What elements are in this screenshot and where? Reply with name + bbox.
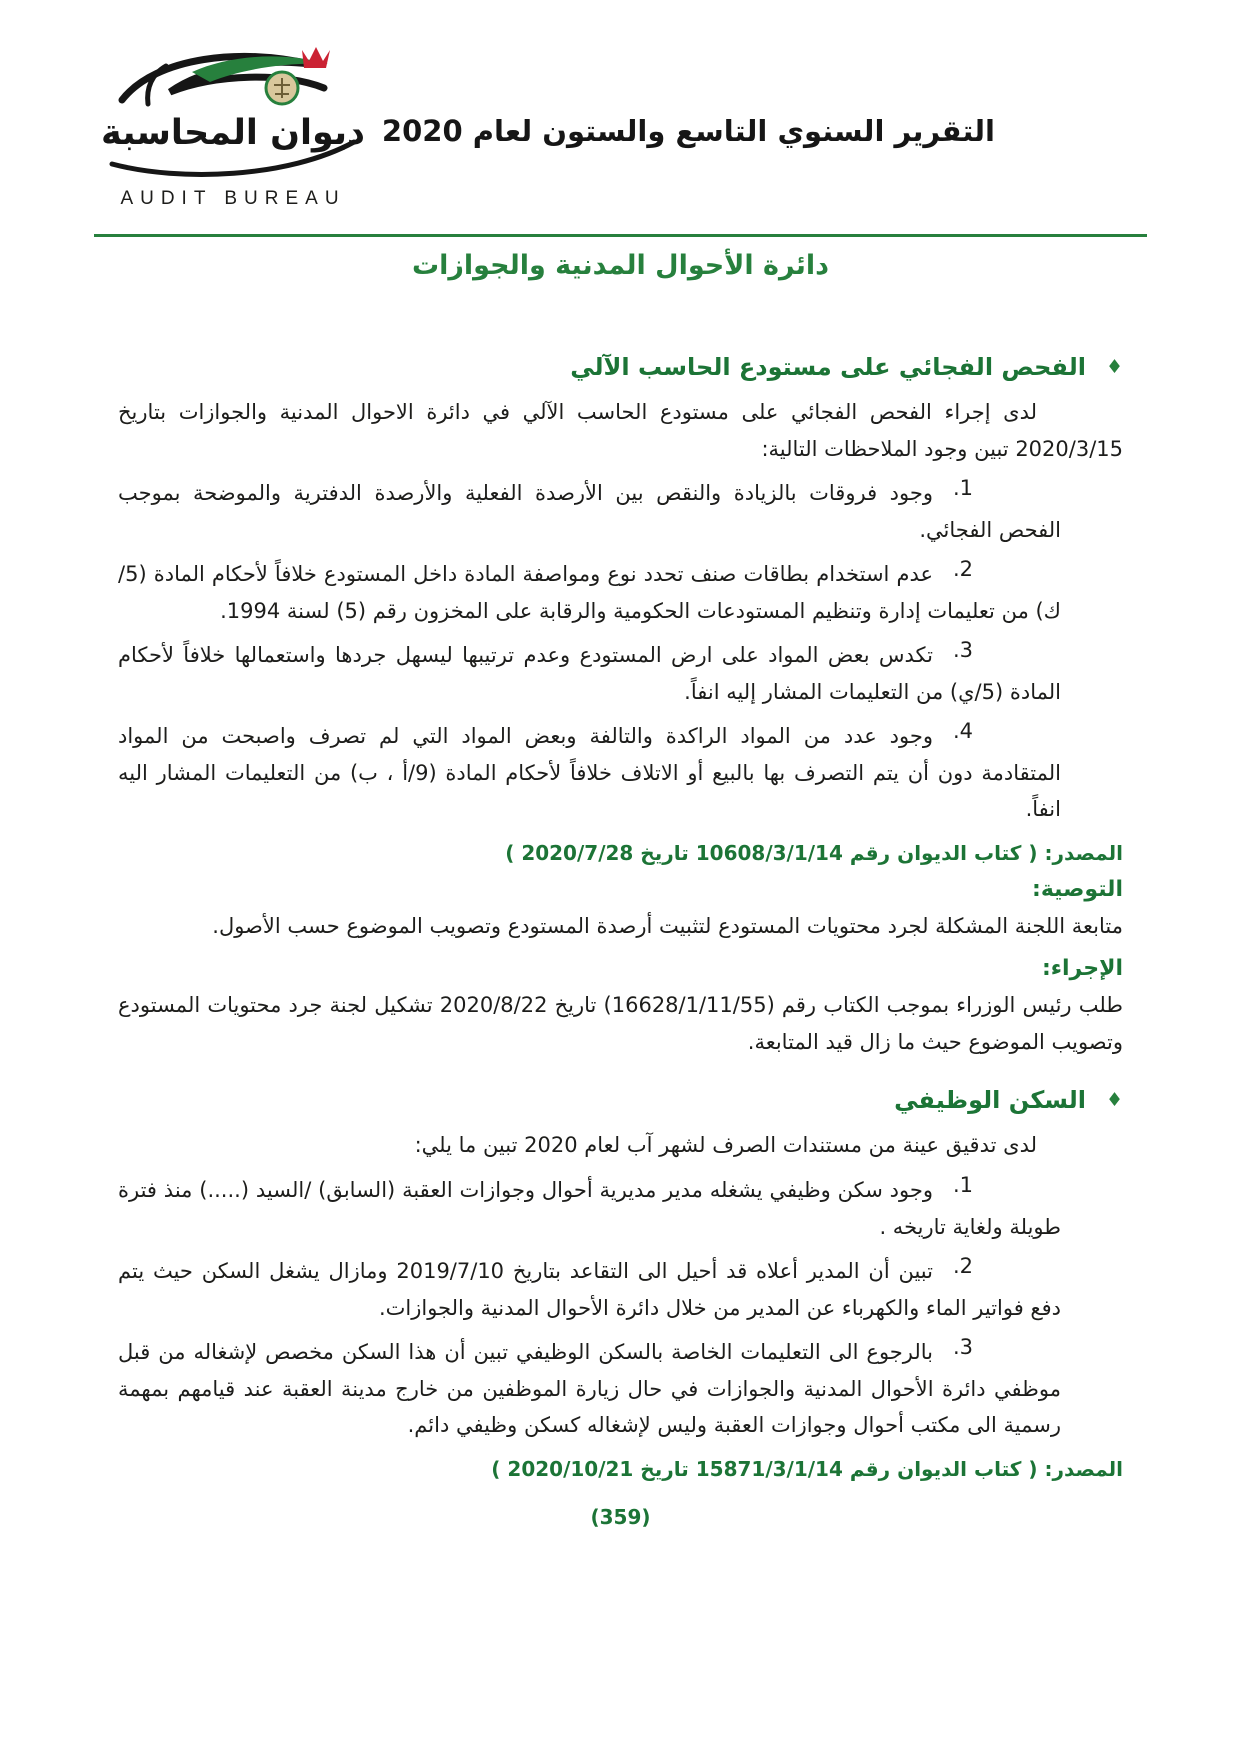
item-number: 4. — [952, 719, 973, 744]
item-number: 1. — [952, 1172, 973, 1197]
list-item — [118, 637, 1123, 710]
logo-arabic-name: ديوان المحاسبة — [100, 113, 366, 153]
list-item — [118, 556, 1123, 629]
header-divider — [94, 234, 1147, 237]
item-text: بالرجوع الى التعليمات الخاصة بالسكن الوظيفي تبين أن هذا السكن مخصص لإشغاله من قبل موظفي دائرة الأحوال المدنية والجوازات في حال زيارة الموظفين من خارج مدينة العقبة عند قيامهم بمهمة رسمية الى مكتب أحوال وجوازات العقبة وليس لإشغاله كسكن وظيفي دائم. — [118, 1340, 1061, 1438]
item-text: تبين أن المدير أعلاه قد أحيل الى التقاعد بتاريخ 2019/7/10 ومازال يشغل السكن حيث يتم دفع فواتير الماء والكهرباء عن المدير من خلال دائرة الأحوال المدنية والجوازات. — [118, 1259, 1061, 1320]
audit-bureau-calligraphy-icon — [96, 44, 370, 186]
observations-list — [118, 1172, 1123, 1444]
item-number: 3. — [952, 1335, 973, 1360]
action-text: طلب رئيس الوزراء بموجب الكتاب رقم (16628/1/11/55) تاريخ 2020/8/22 تشكيل لجنة جرد محتويات المستودع وتصويب الموضوع حيث ما زال قيد المتابعة. — [118, 993, 1123, 1054]
audit-bureau-logo — [96, 44, 370, 210]
diamond-bullet-icon: ♦ — [1105, 1088, 1123, 1111]
section-staff-housing — [118, 1086, 1123, 1480]
red-crown-icon — [302, 47, 330, 68]
item-number: 2. — [952, 557, 973, 582]
page-header — [100, 42, 1123, 234]
section-title: الفحص الفجائي على مستودع الحاسب الآلي — [570, 353, 1086, 381]
item-text: وجود عدد من المواد الراكدة والتالفة وبعض المواد التي لم تصرف واصبحت من المواد المتقادمة دون أن يتم التصرف بها بالبيع أو الاتلاف خلافاً لأحكام المادة (9/أ ، ب) من التعليمات المشار اليه انفاً. — [118, 724, 1061, 822]
section-surprise-inspection — [118, 353, 1123, 1060]
action-label: الإجراء: — [1041, 956, 1123, 982]
annual-report-title: التقرير السنوي التاسع والستون لعام 2020 — [381, 114, 995, 148]
logo-latin-name: AUDIT BUREAU — [120, 188, 346, 209]
page-number: (359) — [590, 1504, 651, 1529]
item-number: 2. — [952, 1254, 973, 1279]
list-item — [118, 718, 1123, 828]
document-body — [118, 353, 1123, 1529]
section-heading-row — [118, 1086, 1123, 1114]
list-item — [118, 475, 1123, 548]
item-text: وجود فروقات بالزيادة والنقص بين الأرصدة الفعلية والأرصدة الدفترية والموضحة بموجب الفحص الفجائي. — [118, 481, 1061, 542]
section-intro: لدى تدقيق عينة من مستندات الصرف لشهر آب لعام 2020 تبين ما يلي: — [414, 1133, 1037, 1158]
section-title: السكن الوظيفي — [894, 1086, 1086, 1115]
list-item — [118, 1334, 1123, 1444]
item-number: 3. — [952, 638, 973, 663]
observations-list — [118, 475, 1123, 828]
item-text: تكدس بعض المواد على ارض المستودع وعدم ترتيبها ليسهل جردها واستعمالها خلافاً لأحكام المادة (5/ي) من التعليمات المشار إليه انفاً. — [118, 643, 1061, 704]
source-line: المصدر: ( كتاب الديوان رقم 15871/3/1/14 تاريخ 2020/10/21 ) — [491, 1456, 1123, 1481]
document-title: دائرة الأحوال المدنية والجوازات — [412, 250, 829, 281]
recommendation-text: متابعة اللجنة المشكلة لجرد محتويات المستودع لتثبيت أرصدة المستودع وتصويب الموضوع حسب الأصول. — [212, 913, 1123, 938]
section-heading-row — [118, 353, 1123, 381]
item-text: عدم استخدام بطاقات صنف تحدد نوع ومواصفة المادة داخل المستودع خلافاً لأحكام المادة (5/ك) من تعليمات إدارة وتنظيم المستودعات الحكومية والرقابة على المخزون رقم (5) لسنة 1994. — [118, 562, 1061, 623]
diamond-bullet-icon: ♦ — [1105, 355, 1123, 378]
recommendation-label: التوصية: — [1032, 876, 1123, 902]
list-item — [118, 1253, 1123, 1326]
section-intro: لدى إجراء الفحص الفجائي على مستودع الحاسب الآلي في دائرة الاحوال المدنية والجوازات بتاريخ 2020/3/15 تبين وجود الملاحظات التالية: — [118, 400, 1123, 461]
source-line: المصدر: ( كتاب الديوان رقم 10608/3/1/14 تاريخ 2020/7/28 ) — [505, 840, 1123, 865]
item-text: وجود سكن وظيفي يشغله مدير مديرية أحوال وجوازات العقبة (السابق) /السيد (.....) منذ فترة طويلة ولغاية تاريخه . — [118, 1177, 1061, 1239]
item-number: 1. — [952, 476, 973, 501]
list-item — [118, 1172, 1123, 1245]
